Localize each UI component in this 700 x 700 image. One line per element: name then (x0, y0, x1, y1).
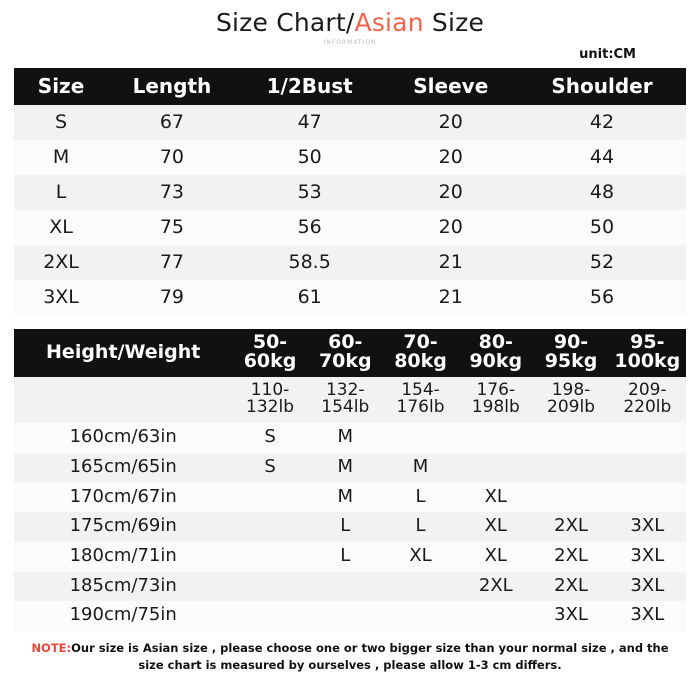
fit-cell (458, 453, 533, 483)
fit-cell (458, 601, 533, 631)
fit-cell: 3XL (630, 574, 665, 596)
height-label-cell: 185cm/73in (69, 574, 177, 596)
page-title (216, 8, 484, 37)
table-row (14, 280, 686, 315)
fit-table-header-cell: 80-90kg (458, 329, 533, 377)
fit-cell: L (415, 485, 426, 507)
fit-cell: 2XL (554, 574, 588, 596)
fit-cell (609, 453, 686, 483)
height-label-cell: 180cm/71in (69, 544, 177, 566)
fit-cell: L (415, 515, 426, 537)
size-cell: 3XL (43, 286, 79, 308)
fit-cell: 3XL (554, 604, 588, 626)
pounds-cell: 209-220lb (623, 379, 672, 418)
fit-cell: M (337, 455, 354, 477)
sleeve-cell: 21 (438, 251, 463, 273)
fit-cell: M (337, 426, 354, 448)
table-row (14, 542, 686, 572)
shoulder-cell: 44 (589, 146, 615, 168)
fit-cell (232, 601, 307, 631)
length-cell: 73 (159, 181, 184, 203)
fit-cell: 2XL (554, 515, 588, 537)
table-row (14, 512, 686, 542)
height-label-cell: 160cm/63in (69, 426, 177, 448)
sleeve-cell: 20 (438, 181, 463, 203)
fit-cell (609, 483, 686, 513)
fit-cell (533, 483, 608, 513)
pounds-cell: 110-132lb (246, 379, 295, 418)
size-table-header-cell: Size (14, 68, 108, 105)
fit-cell: 3XL (630, 515, 665, 537)
bust-cell: 50 (297, 146, 322, 168)
length-cell: 67 (159, 111, 184, 133)
fit-cell (609, 423, 686, 453)
table-row (14, 140, 686, 175)
fit-cell (232, 542, 307, 572)
length-cell: 75 (159, 216, 184, 238)
fit-cell: XL (484, 485, 507, 507)
fit-table-header-cell: 50-60kg (232, 329, 307, 377)
page-subtitle: INFORMATION (323, 39, 377, 46)
size-table-header-cell: Shoulder (518, 68, 686, 105)
fit-cell (308, 572, 383, 602)
sleeve-cell: 20 (438, 146, 463, 168)
size-table-header-cell: Sleeve (384, 68, 518, 105)
fit-cell: XL (484, 544, 507, 566)
table-row (14, 105, 686, 140)
table-row (14, 572, 686, 602)
height-label-cell: 170cm/67in (69, 485, 177, 507)
fit-table-header-cell: 60-70kg (308, 329, 383, 377)
note-prefix: NOTE: (31, 641, 72, 656)
shoulder-cell: 50 (589, 216, 615, 238)
shoulder-cell: 48 (589, 181, 615, 203)
length-cell: 77 (159, 251, 184, 273)
note-body: Our size is Asian size , please choose one or two bigger size than your normal size , and the size chart is measured by ourselves , please allow 1-3 cm differs. (71, 641, 669, 672)
fit-cell (383, 601, 458, 631)
fit-cell: S (264, 426, 276, 448)
fit-cell (383, 572, 458, 602)
page-title-accent: Asian (354, 8, 424, 37)
fit-table-header-cell: Height/Weight (14, 329, 232, 377)
size-table-header-cell: 1/2Bust (236, 68, 384, 105)
size-cell: S (55, 111, 68, 133)
shoulder-cell: 56 (589, 286, 615, 308)
table-row (14, 601, 686, 631)
page-title-tail: Size (423, 8, 485, 37)
table-row (14, 210, 686, 245)
height-label-cell: 175cm/69in (69, 515, 177, 537)
fit-cell: L (340, 544, 351, 566)
table-row (14, 423, 686, 453)
fit-table-header-row (14, 329, 686, 377)
length-cell: 79 (159, 286, 184, 308)
sleeve-cell: 20 (438, 111, 463, 133)
fit-cell: M (337, 485, 354, 507)
height-weight-table (14, 329, 686, 631)
fit-cell (232, 512, 307, 542)
size-table (14, 68, 686, 315)
table-row (14, 175, 686, 210)
bust-cell: 53 (297, 181, 322, 203)
pounds-cell: 176-198lb (471, 379, 520, 418)
bust-cell: 58.5 (288, 251, 331, 273)
header-block (14, 0, 686, 46)
fit-cell: XL (484, 515, 507, 537)
size-cell: M (52, 146, 70, 168)
bust-cell: 56 (297, 216, 322, 238)
pounds-cell: 132-154lb (321, 379, 370, 418)
fit-cell (383, 423, 458, 453)
fit-table-header-cell: 95-100kg (609, 329, 686, 377)
fit-cell: XL (409, 544, 432, 566)
pounds-label-cell (14, 377, 232, 423)
fit-cell: 2XL (554, 544, 588, 566)
fit-table-header-cell: 70-80kg (383, 329, 458, 377)
fit-cell (232, 483, 307, 513)
fit-cell (232, 572, 307, 602)
size-cell: XL (49, 216, 73, 238)
fit-cell: L (340, 515, 351, 537)
height-label-cell: 165cm/65in (69, 455, 177, 477)
size-table-header-cell: Length (108, 68, 236, 105)
page-title-main: Size Chart/ (215, 8, 355, 37)
sleeve-cell: 20 (438, 216, 463, 238)
sleeve-cell: 21 (438, 286, 463, 308)
bust-cell: 61 (297, 286, 322, 308)
shoulder-cell: 42 (589, 111, 615, 133)
fit-cell: S (264, 455, 276, 477)
pounds-cell: 198-209lb (547, 379, 596, 418)
fit-cell (533, 453, 608, 483)
table-row (14, 453, 686, 483)
shoulder-cell: 52 (589, 251, 615, 273)
bust-cell: 47 (297, 111, 322, 133)
table-row (14, 245, 686, 280)
fit-cell (533, 423, 608, 453)
fit-cell (458, 423, 533, 453)
unit-label: unit:CM (579, 47, 636, 62)
fit-cell: 3XL (630, 544, 665, 566)
table-row (14, 483, 686, 513)
fit-cell: M (412, 455, 429, 477)
fit-cell: 3XL (630, 604, 665, 626)
size-table-header-row (14, 68, 686, 105)
pounds-cell: 154-176lb (396, 379, 445, 418)
fit-cell (308, 601, 383, 631)
size-cell: L (55, 181, 67, 203)
note-text (14, 640, 686, 673)
length-cell: 70 (159, 146, 184, 168)
size-cell: 2XL (43, 251, 79, 273)
height-label-cell: 190cm/75in (69, 604, 177, 626)
table-row (14, 377, 686, 423)
fit-cell: 2XL (478, 574, 513, 596)
fit-table-header-cell: 90-95kg (533, 329, 608, 377)
